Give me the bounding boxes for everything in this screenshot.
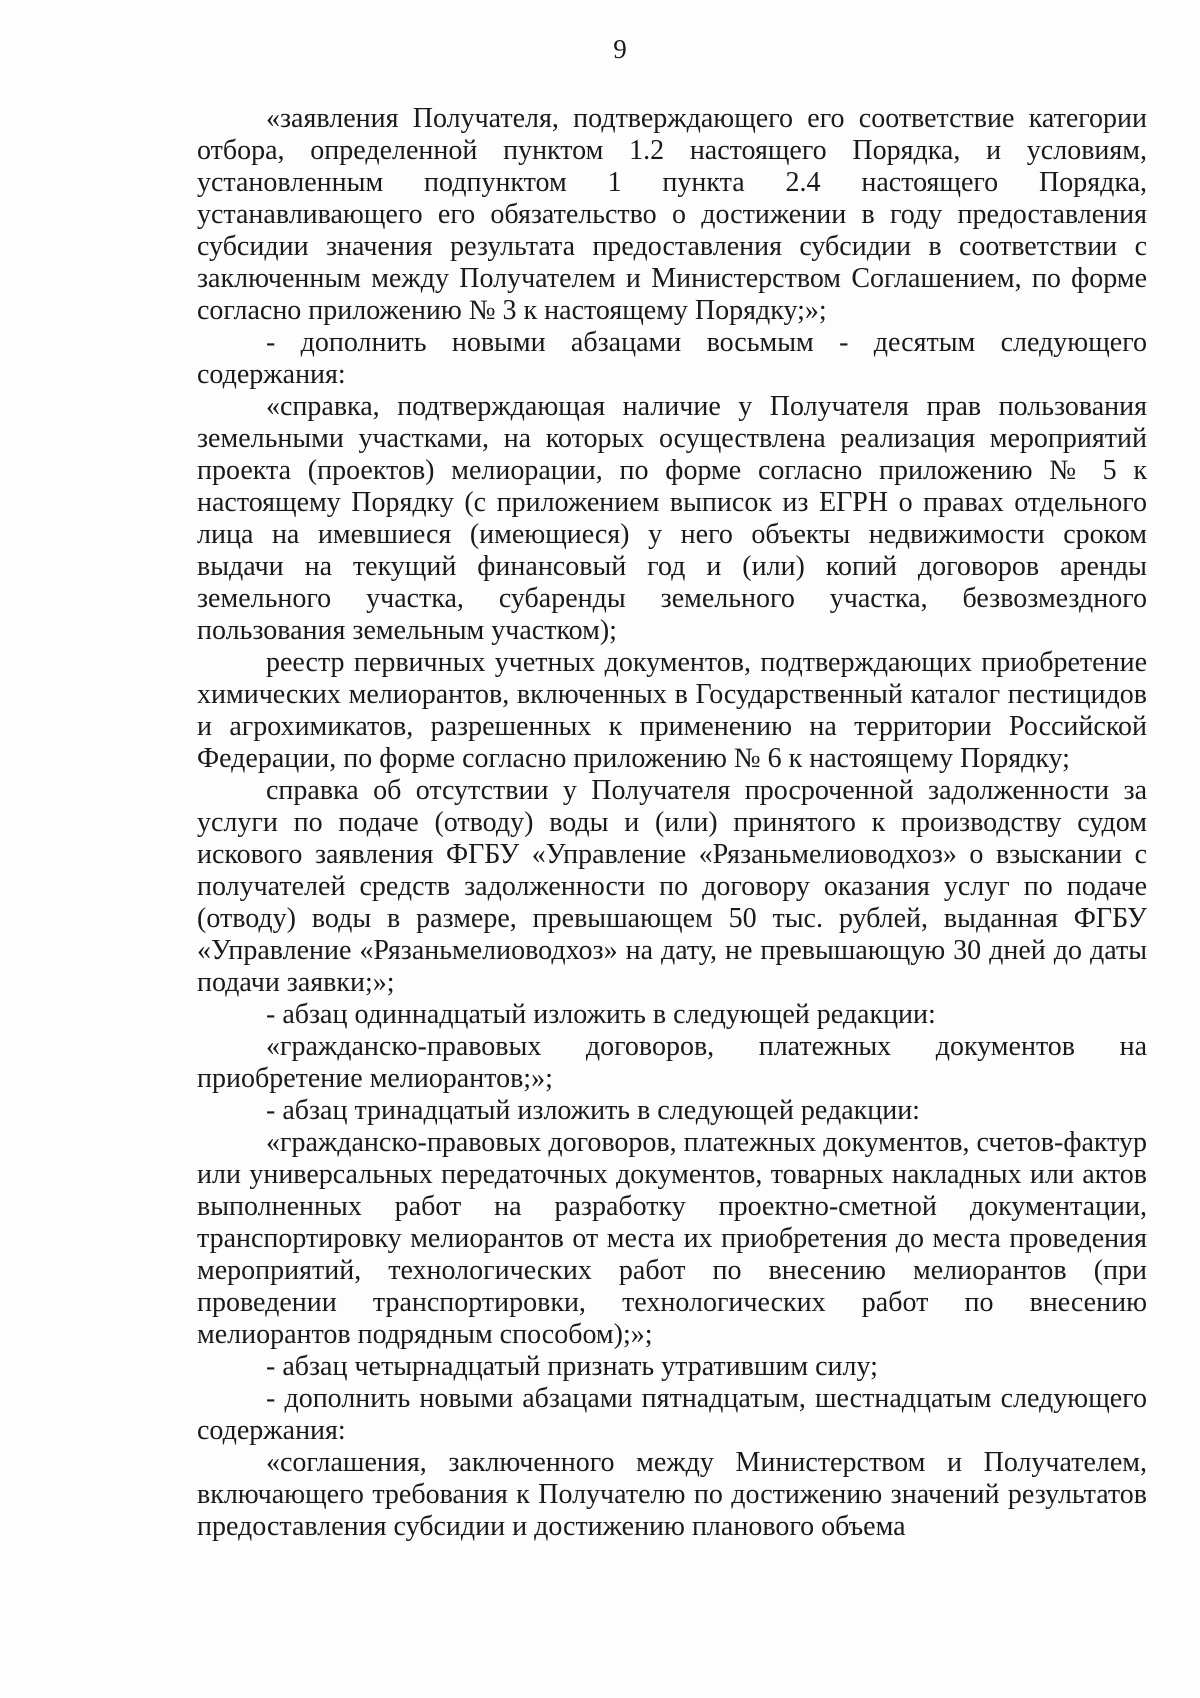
paragraph-add-eighth-tenth: - дополнить новыми абзацами восьмым - десятым следующего содержания: [197, 327, 1147, 390]
paragraph-fourteenth-repealed: - абзац четырнадцатый признать утратившим силу; [266, 1351, 878, 1382]
paragraph-civil-contracts-ameliorants: «гражданско-правовых договоров, платежных документов на приобретение мелиорантов;»; [197, 1031, 1147, 1094]
paragraph-civil-contracts-works: «гражданско-правовых договоров, платежных документов, счетов-фактур или универсальных передаточных документов, товарных накладных или актов выполненных работ на разработку проектно-сметной документации, транспортировку мелиорантов от места их приобретения до места проведения мероприятий, технологических работ по внесению мелиорантов (при проведении транспортировки, технологических работ по внесению мелиорантов подрядным способом);»; [197, 1127, 1147, 1350]
paragraph-no-debt-certificate: справка об отсутствии у Получателя просроченной задолженности за услуги по подаче (отводу) воды и (или) принятого к производству судом искового заявления ФГБУ «Управление «Рязаньмелиоводхоз» о взыскании с получателей средств задолженности по договору оказания услуг по подаче (отводу) воды в размере, превышающем 50 тыс. рублей, выданная ФГБУ «Управление «Рязаньмелиоводхоз» на дату, не превышающую 30 дней до даты подачи заявки;»; [197, 775, 1147, 998]
paragraph-primary-documents-registry: реестр первичных учетных документов, подтверждающих приобретение химических мелиорантов, включенных в Государственный каталог пестицидов и агрохимикатов, разрешенных к применению на территории Российской Федерации, по форме согласно приложению № 6 к настоящему Порядку; [197, 647, 1147, 774]
page-number: 9 [613, 34, 627, 64]
paragraph-eleventh-amendment: - абзац одиннадцатый изложить в следующей редакции: [266, 999, 936, 1030]
paragraph-agreement: «соглашения, заключенного между Министерством и Получателем, включающего требования к Получателю по достижению значений результатов предоставления субсидии и достижению планового объема [197, 1447, 1147, 1542]
paragraph-thirteenth-amendment: - абзац тринадцатый изложить в следующей редакции: [266, 1095, 920, 1126]
paragraph-add-fifteenth-sixteenth: - дополнить новыми абзацами пятнадцатым, шестнадцатым следующего содержания: [197, 1383, 1147, 1446]
paragraph-applicant-statement: «заявления Получателя, подтверждающего его соответствие категории отбора, определенной пунктом 1.2 настоящего Порядка, и условиям, установленным подпунктом 1 пункта 2.4 настоящего Порядка, устанавливающего его обязательство о достижении в году предоставления субсидии значения результата предоставления субсидии в соответствии с заключенным между Получателем и Министерством Соглашением, по форме согласно приложению № 3 к настоящему Порядку;»; [197, 103, 1147, 326]
document-body [197, 103, 1147, 1543]
paragraph-land-use-certificate: «справка, подтверждающая наличие у Получателя прав пользования земельными участками, на которых осуществлена реализация мероприятий проекта (проектов) мелиорации, по форме согласно приложению № 5 к настоящему Порядку (с приложением выписок из ЕГРН о правах отдельного лица на имевшиеся (имеющиеся) у него объекты недвижимости сроком выдачи на текущий финансовый год и (или) копий договоров аренды земельного участка, субаренды земельного участка, безвозмездного пользования земельным участком); [197, 391, 1147, 646]
